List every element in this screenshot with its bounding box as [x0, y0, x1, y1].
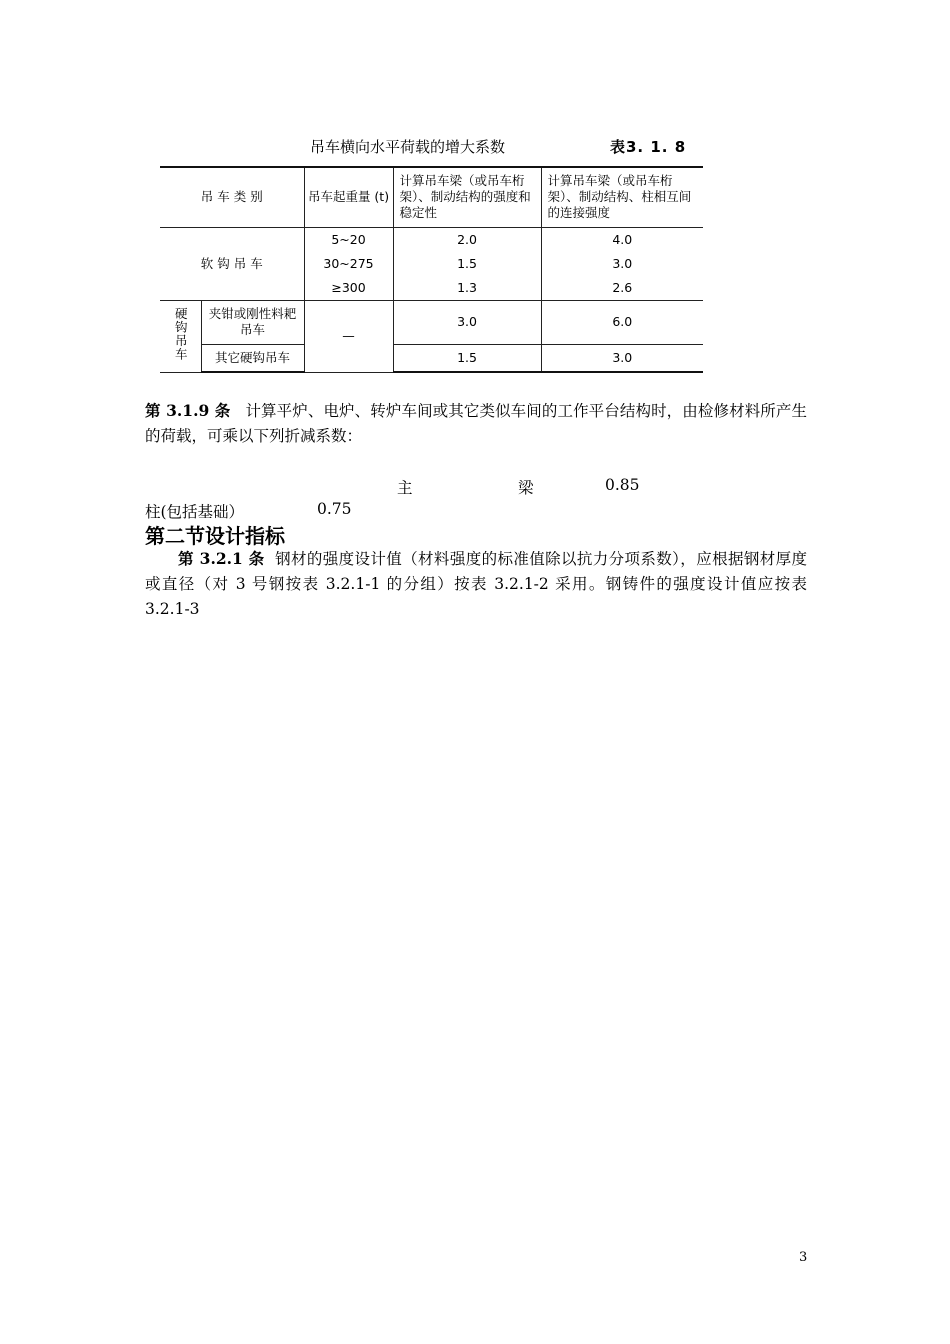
clause-3-1-9 — [145, 398, 807, 449]
clause-3-2-1-label: 第 3.2.1 条 — [178, 549, 265, 568]
column-label: 柱(包括基础） — [145, 503, 245, 521]
header-connection-strength: 计算吊车梁（或吊车桁架）、制动结构、柱相互间的连接强度 — [541, 167, 703, 227]
hard-capacity: — — [304, 300, 393, 372]
clause-3-2-1 — [145, 546, 807, 622]
soft-capacity-1: 5~20 — [331, 231, 366, 247]
soft-hook-label: 软 钩 吊 车 — [160, 227, 304, 300]
hard-hook-label-cell — [160, 300, 201, 372]
soft-beam-3: 1.3 — [457, 279, 477, 295]
clause-3-1-9-label: 第 3.1.9 条 — [145, 401, 231, 420]
column-value: 0.75 — [317, 500, 352, 518]
page-number: 3 — [799, 1250, 808, 1265]
hard-hook-label: 硬钩吊车 — [173, 307, 189, 361]
soft-conn-2: 3.0 — [612, 255, 633, 271]
crane-factor-table-block — [160, 130, 703, 373]
table-number: 表3. 1. 8 — [610, 138, 687, 156]
soft-conn-1: 4.0 — [612, 231, 633, 247]
table-header-row — [160, 167, 703, 227]
main-beam-value: 0.85 — [605, 476, 640, 494]
soft-conn-cell — [541, 227, 703, 300]
table-row-hard-hook-1 — [160, 300, 703, 344]
soft-conn-3: 2.6 — [612, 279, 633, 295]
header-beam-stability: 计算吊车梁（或吊车桁架）、制动结构的强度和稳定性 — [393, 167, 541, 227]
hard-conn-1: 6.0 — [541, 300, 703, 344]
soft-beam-2: 1.5 — [457, 255, 477, 271]
soft-beam-cell — [393, 227, 541, 300]
hard-type-1: 夹钳或刚性料耙吊车 — [201, 300, 304, 344]
table-row-soft-hook — [160, 227, 703, 300]
hard-beam-2: 1.5 — [393, 344, 541, 372]
crane-factor-table — [160, 166, 703, 373]
table-caption — [160, 130, 703, 166]
section-title: 第二节设计指标 — [145, 524, 285, 548]
header-capacity: 吊车起重量 (t) — [304, 167, 393, 227]
clause-3-1-9-text: 计算平炉、电炉、转炉车间或其它类似车间的工作平台结构时，由检修材料所产生的荷载，可乘以下列折减系数： — [145, 402, 807, 445]
main-beam-char-1: 主 — [397, 479, 413, 497]
clause-3-2-1-text: 钢材的强度设计值（材料强度的标准值除以抗力分项系数），应根据钢材厚度或直径（对 3 号钢按表 3.2.1-1 的分组）按表 3.2.1-2 采用。钢铸件的强度设计值应按表 3.2.1-3 — [145, 550, 807, 618]
hard-conn-2: 3.0 — [541, 344, 703, 372]
hard-type-2: 其它硬钩吊车 — [201, 344, 304, 372]
header-category: 吊 车 类 别 — [160, 167, 304, 227]
soft-capacity-cell — [304, 227, 393, 300]
hard-beam-1: 3.0 — [393, 300, 541, 344]
table-row-hard-hook-2 — [160, 344, 703, 372]
table-title: 吊车横向水平荷载的增大系数 — [310, 138, 506, 156]
soft-capacity-3: ≥300 — [331, 279, 366, 295]
main-beam-char-2: 梁 — [518, 479, 534, 497]
soft-capacity-2: 30~275 — [323, 255, 374, 271]
soft-beam-1: 2.0 — [457, 231, 477, 247]
